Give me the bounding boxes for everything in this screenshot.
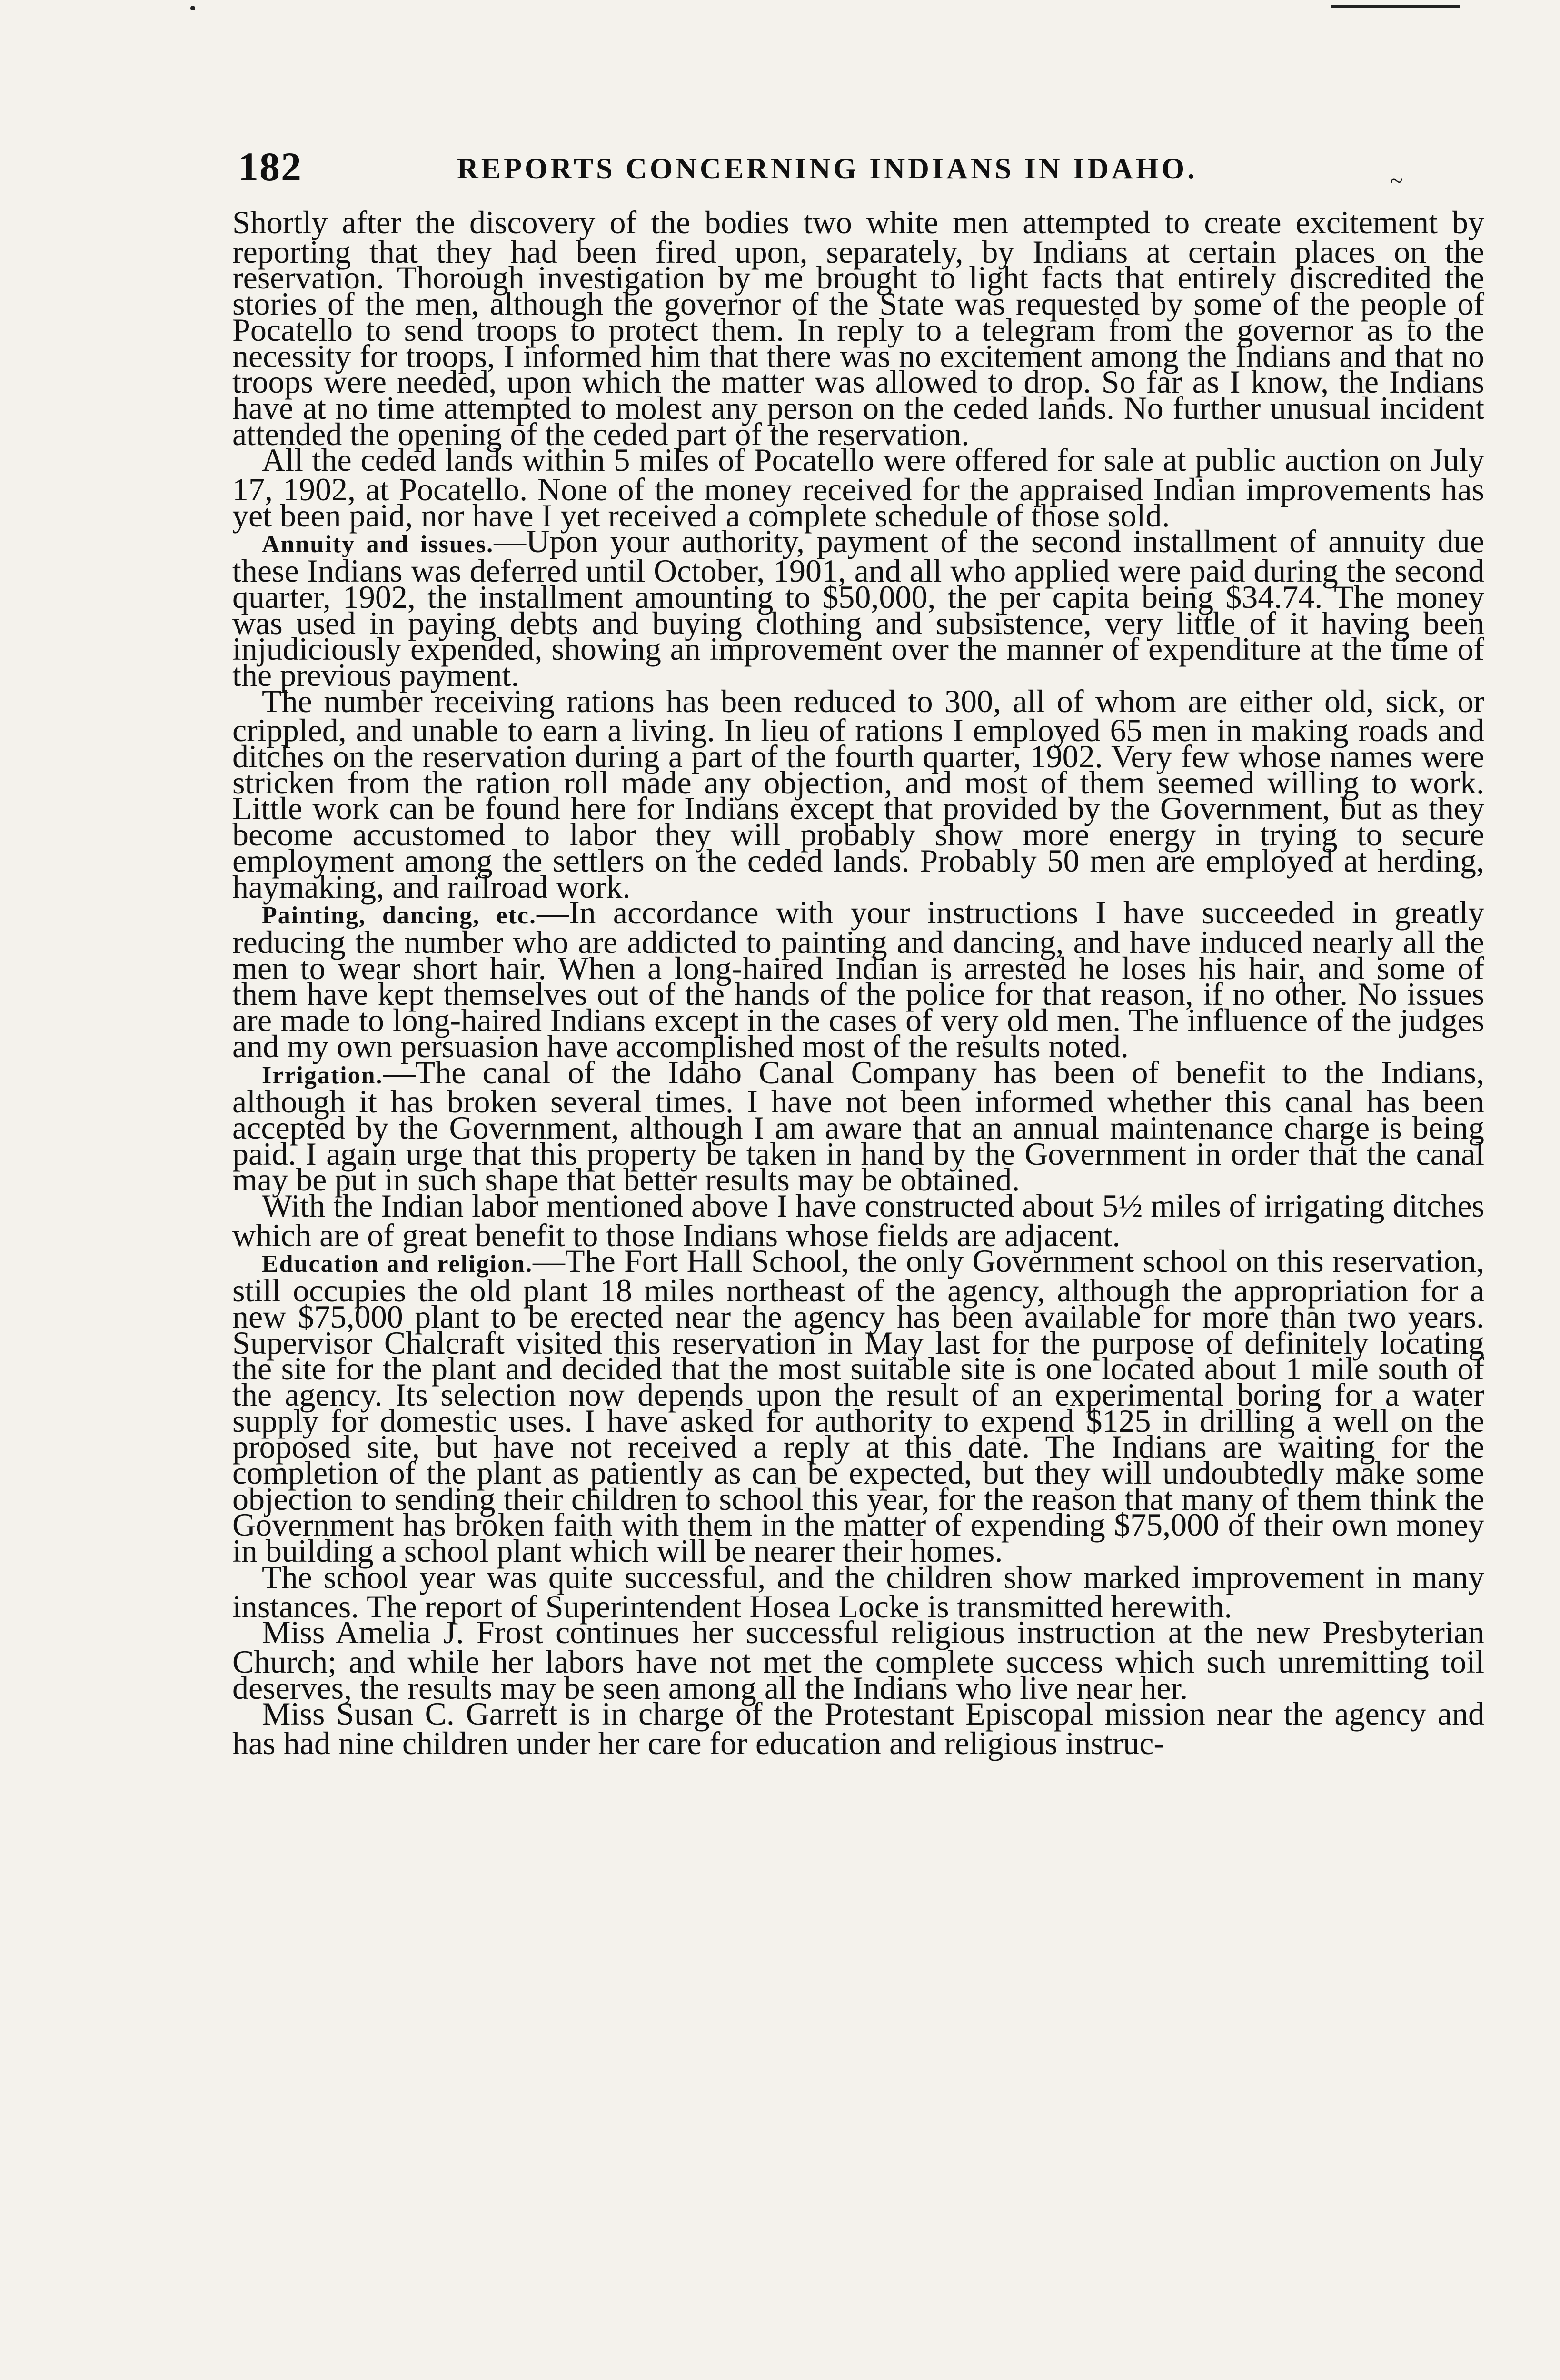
page-number: 182 — [238, 144, 302, 189]
paragraph-text: —The canal of the Idaho Canal Company has been of benefit to the Indians, although it has broken several times. I have not been informed whether this canal has been accepted by the Government, although I am aware that an annual maintenance charge is being paid. I again urge that this property be taken in hand by the Government in order that the canal may be put in such shape that better results may be obtained. — [232, 1054, 1484, 1198]
paragraph-heading: Painting, dancing, etc. — [262, 902, 537, 930]
scan-speck — [190, 6, 195, 10]
scan-edge-rule — [1331, 5, 1460, 8]
paragraph-text: The number receiving rations has been reduced to 300, all of whom are either old, sick, or crippled, and unable to earn a living. In lieu of rations I employed 65 men in making roads and ditches on the reservation during a part of the fourth quarter, 1902. Very few whose names were stricken from the ration roll made any objection, and most of them seemed willing to work. Little work can be found here for Indians except that provided by the Government, but as they become accustomed to labor they will probably show more energy in trying to secure employment among the settlers on the ceded lands. Probably 50 men are employed at herding, haymaking, and railroad work. — [232, 683, 1484, 905]
paragraph-text: Shortly after the discovery of the bodies two white men attempted to create excitement by reporting that they had been fired upon, separately, by Indians at certain places on the reservation. Thorough investigation by me brought to light facts that entirely discredited the stories of the men, although the governor of the State was requested by some of the people of Pocatello to send troops to protect them. In reply to a telegram from the governor as to the necessity for troops, I informed him that there was no excitement among the Indians and that no troops were needed, upon which the matter was allowed to drop. So far as I know, the Indians have at no time attempted to molest any person on the ceded lands. No further unusual incident attended the opening of the ceded part of the reservation. — [232, 204, 1484, 452]
paragraph-text: With the Indian labor mentioned above I have constructed about 5½ miles of irrigating ditches which are of great benefit to those Indians whose fields are adjacent. — [232, 1188, 1484, 1253]
paragraph-heading: Education and religion. — [262, 1250, 533, 1278]
running-title: REPORTS CONCERNING INDIANS IN IDAHO. — [457, 153, 1198, 185]
paragraph-heading: Annuity and issues. — [262, 531, 494, 558]
paragraph — [232, 683, 1484, 905]
paragraph-text: Miss Susan C. Garrett is in charge of the Protestant Episcopal mission near the agency and has had nine children under her care for education and religious instruc- — [232, 1696, 1484, 1762]
page-header — [229, 143, 1403, 200]
paragraph-heading: Irrigation. — [262, 1061, 383, 1089]
header-mark: ~ — [1390, 167, 1403, 194]
paragraph-text: The school year was quite successful, and the children show marked improvement in many instances. The report of Superintendent Hosea Locke is transmitted herewith. — [232, 1558, 1484, 1625]
paragraph — [232, 1054, 1484, 1198]
paragraph-text: Miss Amelia J. Frost continues her successful religious instruction at the new Presbyterian Church; and while her labors have not met the complete success which such unremitting toil deserves, the results may be seen among all the Indians who live near her. — [232, 1614, 1484, 1706]
paragraph — [232, 1558, 1484, 1625]
body-text — [232, 204, 1484, 1762]
paragraph — [232, 1188, 1484, 1253]
paragraph-text: —Upon your authority, payment of the second installment of annuity due these Indians was deferred until October, 1901, and all who applied were paid during the second quarter, 1902, the installment amounting to $50,000, the per capita being $34.74. The money was used in paying debts and buying clothing and subsistence, very little of it having been injudiciously expended, showing an improvement over the manner of expenditure at the time of the previous payment. — [232, 523, 1484, 693]
paragraph — [232, 1614, 1484, 1706]
paragraph — [232, 523, 1484, 693]
paragraph — [232, 1696, 1484, 1762]
paragraph-text: —In accordance with your instructions I have succeeded in greatly reducing the number who are addicted to painting and dancing, and have induced nearly all the men to wear short hair. When a long-haired Indian is arrested he loses his hair, and some of them have kept themselves out of the hands of the police for that reason, if no other. No issues are made to long-haired Indians except in the cases of very old men. The influence of the judges and my own persuasion have accomplished most of the results noted. — [232, 894, 1484, 1064]
paragraph — [232, 894, 1484, 1064]
paragraph-text: All the ceded lands within 5 miles of Pocatello were offered for sale at public auction on July 17, 1902, at Pocatello. None of the money received for the appraised Indian improvements has yet been paid, nor have I yet received a complete schedule of those sold. — [232, 442, 1484, 534]
paragraph — [232, 1243, 1484, 1569]
paragraph — [232, 442, 1484, 534]
paragraph — [232, 204, 1484, 452]
paragraph-text: —The Fort Hall School, the only Government school on this reservation, still occupies the old plant 18 miles northeast of the agency, although the appropriation for a new $75,000 plant to be erected near the agency has been available for more than two years. Supervisor Chalcraft visited this reservation in May last for the purpose of definitely locating the site for the plant and decided that the most suitable site is one located about 1 mile south of the agency. Its selection now depends upon the result of an experimental boring for a water supply for domestic uses. I have asked for authority to expend $125 in drilling a well on the proposed site, but have not received a reply at this date. The Indians are waiting for the completion of the plant as patiently as can be expected, but they will undoubtedly make some objection to sending their children to school this year, for the reason that many of them think the Government has broken faith with them in the matter of expending $75,000 of their own money in building a school plant which will be nearer their homes. — [232, 1243, 1484, 1569]
